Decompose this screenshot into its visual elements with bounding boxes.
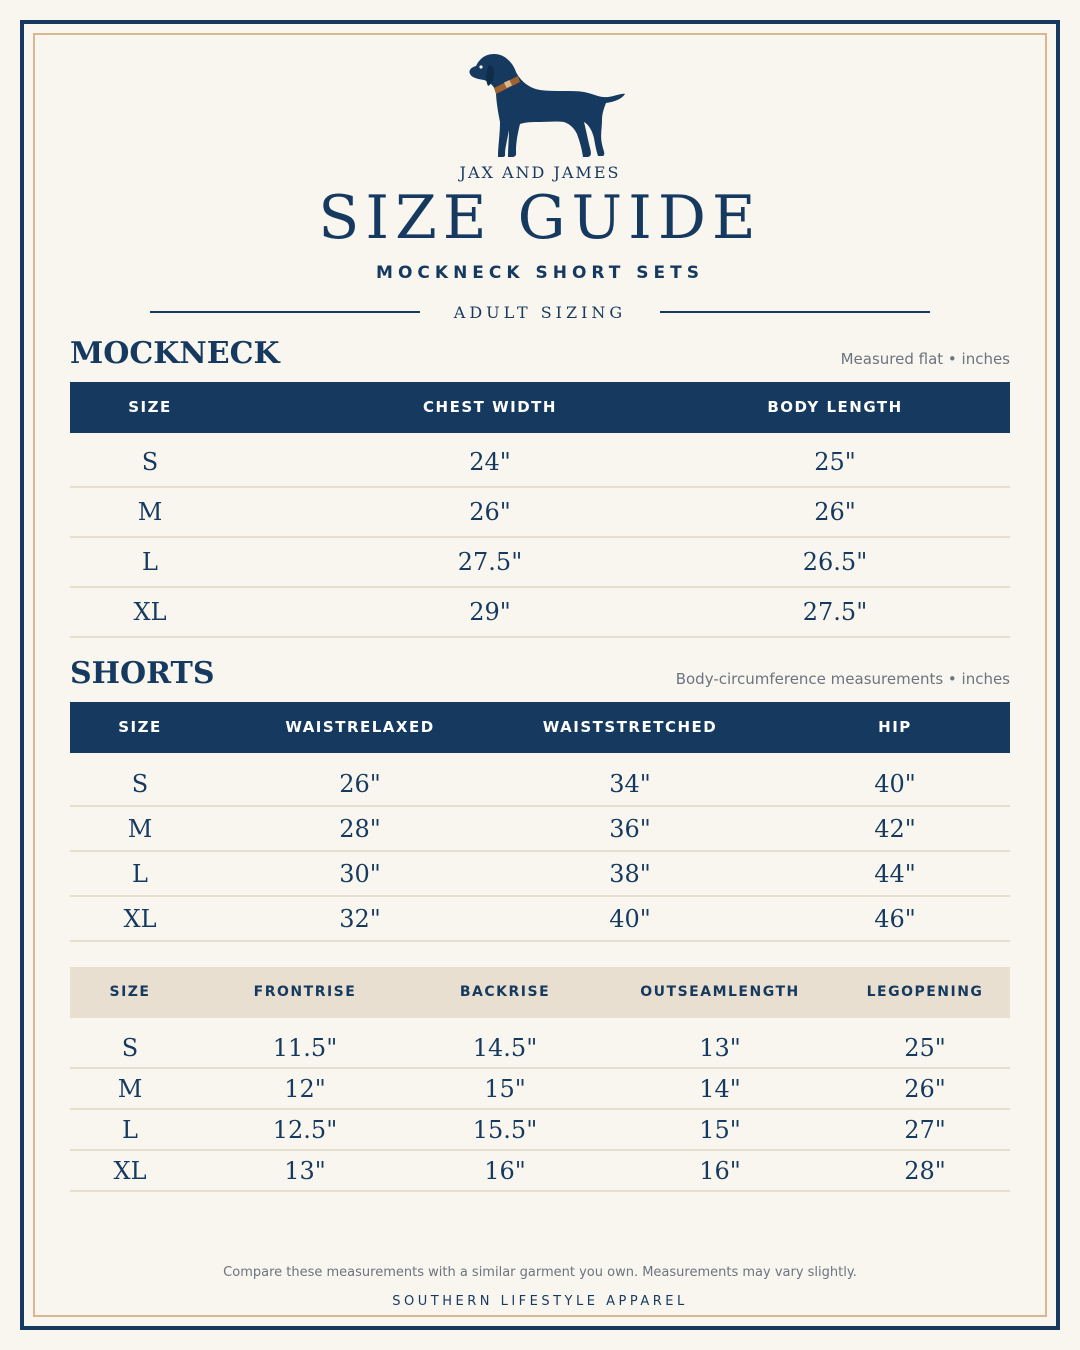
column-header (250, 702, 470, 753)
column-header (610, 967, 830, 1018)
page-subtitle: MOCKNECK SHORT SETS (376, 263, 704, 283)
size-cell: M (137, 498, 163, 526)
table-row (70, 1110, 1010, 1151)
column-header (195, 967, 415, 1018)
table-row (70, 897, 1010, 942)
measurement-cell: 12.5" (272, 1115, 338, 1144)
column-header-label: BODY LENGTH (767, 398, 903, 416)
measurement-cell: 26.5" (802, 548, 868, 576)
column-header (815, 967, 1035, 1018)
column-header-label: STRETCHED (604, 718, 718, 736)
measurement-cell: 27.5" (802, 598, 868, 626)
measurement-cell: 12" (284, 1074, 326, 1103)
footer-tagline: SOUTHERN LIFESTYLE APPAREL (392, 1294, 688, 1309)
column-header-label: BACK (459, 984, 509, 1000)
measurement-cell: 32" (339, 904, 381, 933)
measurement-cell: 34" (609, 769, 651, 798)
measurement-cell: 40" (874, 769, 916, 798)
size-cell: S (131, 769, 149, 798)
column-header (40, 382, 260, 433)
column-header-label: RISE (314, 984, 357, 1000)
table-row (70, 438, 1010, 488)
measurement-cell: 30" (339, 859, 381, 888)
labrador-dog-icon (460, 50, 630, 162)
table-row (70, 1028, 1010, 1069)
column-header (520, 702, 740, 753)
measurement-cell: 26" (469, 498, 511, 526)
measurement-cell: 14.5" (472, 1033, 538, 1062)
measurement-cell: 42" (874, 814, 916, 843)
measurement-cell: 15" (699, 1115, 741, 1144)
column-header-label: OUTSEAM (640, 984, 728, 1000)
measurement-cell: 28" (339, 814, 381, 843)
page-title: SIZE GUIDE (318, 183, 762, 253)
measurement-cell: 27.5" (457, 548, 523, 576)
size-cell: L (142, 548, 158, 576)
column-header-label: RISE (508, 984, 551, 1000)
measurement-cell: 26" (339, 769, 381, 798)
measurement-cell: 25" (904, 1033, 946, 1062)
section-title-mockneck: MOCKNECK (70, 336, 280, 371)
table-row (70, 1151, 1010, 1192)
column-header-label: CHEST WIDTH (423, 398, 557, 416)
column-header-label: WAIST (285, 718, 347, 736)
measurement-cell: 15" (484, 1074, 526, 1103)
table-row (70, 1069, 1010, 1110)
measurement-cell: 38" (609, 859, 651, 888)
column-header (395, 967, 615, 1018)
table-row (70, 588, 1010, 638)
shorts-details-table-header (70, 967, 1010, 1018)
column-header (380, 382, 600, 433)
mockneck-table-header (70, 382, 1010, 433)
size-cell: S (121, 1033, 139, 1062)
size-cell: L (122, 1115, 138, 1144)
column-header (30, 702, 250, 753)
column-header-label: WAIST (542, 718, 605, 736)
measurement-cell: 14" (699, 1074, 741, 1103)
measurement-cell: 46" (874, 904, 916, 933)
measurement-cell: 24" (469, 448, 511, 476)
column-header-label: SIZE (109, 984, 151, 1000)
shorts-table-header (70, 702, 1010, 753)
measurement-cell: 13" (699, 1033, 741, 1062)
measurement-cell: 25" (814, 448, 856, 476)
measurement-cell: 44" (874, 859, 916, 888)
column-header-label: LEG (866, 984, 902, 1000)
measurement-cell: 26" (814, 498, 856, 526)
size-cell: XL (133, 598, 167, 626)
measurement-cell: 15.5" (472, 1115, 538, 1144)
table-row (70, 807, 1010, 852)
column-header-label: FRONT (253, 984, 315, 1000)
column-header (785, 702, 1005, 753)
size-cell: XL (123, 904, 157, 933)
measurement-cell: 29" (469, 598, 511, 626)
size-cell: XL (113, 1156, 147, 1185)
column-header-label: HIP (878, 718, 912, 736)
section-note-mockneck: Measured flat • inches (840, 350, 1010, 368)
section-title-shorts: SHORTS (70, 656, 215, 691)
measurement-cell: 16" (484, 1156, 526, 1185)
size-cell: L (132, 859, 148, 888)
size-cell: S (141, 448, 159, 476)
measurement-cell: 28" (904, 1156, 946, 1185)
table-row (70, 488, 1010, 538)
column-header-label: SIZE (118, 718, 162, 736)
table-row (70, 538, 1010, 588)
column-header-label: OPENING (901, 984, 984, 1000)
table-row (70, 852, 1010, 897)
column-header-label: RELAXED (346, 718, 435, 736)
table-row (70, 762, 1010, 807)
column-header-label: SIZE (128, 398, 172, 416)
measurement-cell: 13" (284, 1156, 326, 1185)
measurement-cell: 40" (609, 904, 651, 933)
measurement-cell: 26" (904, 1074, 946, 1103)
size-cell: M (117, 1074, 143, 1103)
sizing-label: ADULT SIZING (453, 303, 627, 322)
size-cell: M (127, 814, 153, 843)
measurement-cell: 16" (699, 1156, 741, 1185)
section-note-shorts: Body-circumference measurements • inches (675, 670, 1010, 688)
measurement-cell: 11.5" (272, 1033, 338, 1062)
measurement-cell: 36" (609, 814, 651, 843)
footer-note: Compare these measurements with a similar garment you own. Measurements may vary slightly. (223, 1265, 857, 1280)
column-header (725, 382, 945, 433)
brand-name: JAX AND JAMES (459, 163, 621, 182)
measurement-cell: 27" (904, 1115, 946, 1144)
column-header-label: LENGTH (728, 984, 800, 1000)
